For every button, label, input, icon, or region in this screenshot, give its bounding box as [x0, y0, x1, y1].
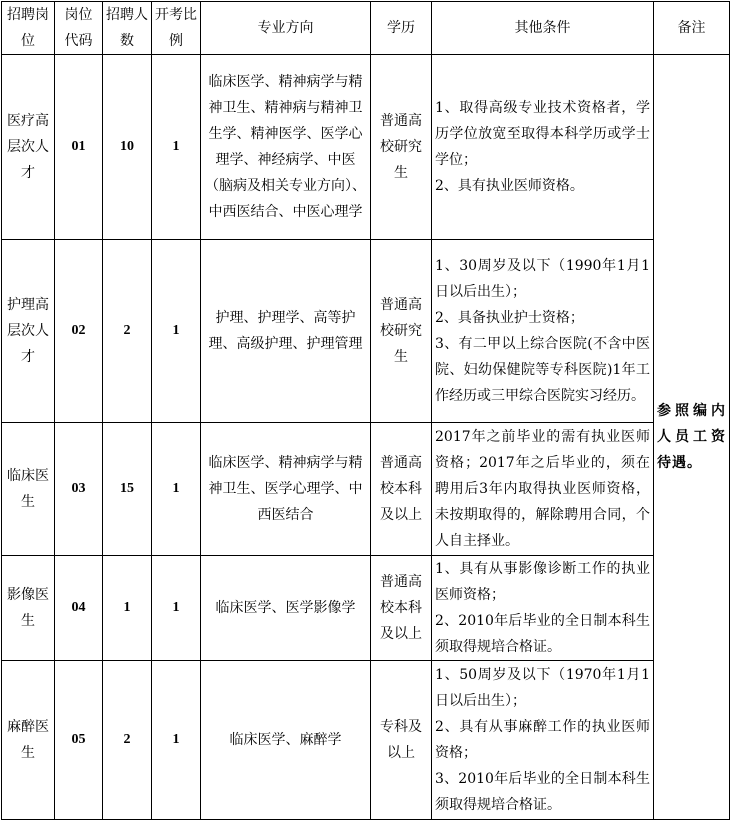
education: 普通高校本科及以上 — [371, 423, 432, 556]
post-code: 02 — [55, 240, 103, 423]
exam-ratio: 1 — [152, 423, 201, 556]
post-name: 护理高层次人才 — [2, 240, 55, 423]
conditions-cell — [432, 556, 654, 661]
condition-item: 2、具备执业护士资格； — [435, 310, 584, 326]
table-row — [2, 240, 730, 423]
conditions-cell — [432, 55, 654, 240]
exam-ratio: 1 — [152, 240, 201, 423]
hire-count: 1 — [103, 556, 152, 661]
major-field: 护理、护理学、高等护理、高级护理、护理管理 — [201, 240, 371, 423]
condition-item: 2、具有执业医师资格。 — [435, 178, 584, 194]
education: 普通高校研究生 — [371, 55, 432, 240]
header-code: 岗位代码 — [55, 2, 103, 55]
major-field: 临床医学、精神病学与精神卫生、精神病与精神卫生学、精神医学、医学心理学、神经病学、中医（脑病及相关专业方向）、中西医结合、中医心理学 — [201, 55, 371, 240]
education: 专科及以上 — [371, 661, 432, 820]
header-post: 招聘岗位 — [2, 2, 55, 55]
post-code: 03 — [55, 423, 103, 556]
condition-item: 1、30周岁及以下（1990年1月1日以后出生）； — [435, 258, 650, 300]
hire-count: 10 — [103, 55, 152, 240]
header-conditions: 其他条件 — [432, 2, 654, 55]
condition-item: 1、取得高级专业技术资格者，学历学位放宽至取得本科学历或学士学位； — [435, 100, 650, 168]
table-row — [2, 55, 730, 240]
hire-count: 2 — [103, 661, 152, 820]
hire-count: 15 — [103, 423, 152, 556]
post-name: 影像医生 — [2, 556, 55, 661]
table-row — [2, 661, 730, 820]
education: 普通高校本科及以上 — [371, 556, 432, 661]
post-code: 04 — [55, 556, 103, 661]
conditions-cell — [432, 240, 654, 423]
condition-item: 2、具有从事麻醉工作的执业医师资格； — [435, 719, 650, 761]
condition-item: 2017年之前毕业的需有执业医师资格；2017年之后毕业的，须在聘用后3年内取得执业医师资格，未按期取得的，解除聘用合同，个人自主择业。 — [435, 429, 650, 549]
condition-item: 3、有二甲以上综合医院(不含中医院、妇幼保健院等专科医院)1年工作经历或三甲综合医院实习经历。 — [435, 336, 650, 404]
exam-ratio: 1 — [152, 556, 201, 661]
exam-ratio: 1 — [152, 661, 201, 820]
hire-count: 2 — [103, 240, 152, 423]
conditions-cell — [432, 423, 654, 556]
post-code: 01 — [55, 55, 103, 240]
recruitment-table — [1, 1, 730, 820]
condition-item: 3、2010年后毕业的全日制本科生须取得规培合格证。 — [435, 771, 650, 813]
condition-item: 2、2010年后毕业的全日制本科生须取得规培合格证。 — [435, 613, 650, 655]
education: 普通高校研究生 — [371, 240, 432, 423]
header-remark: 备注 — [654, 2, 730, 55]
post-name: 医疗高层次人才 — [2, 55, 55, 240]
condition-item: 1、50周岁及以下（1970年1月1日以后出生）； — [435, 667, 650, 709]
header-row — [2, 2, 730, 55]
post-name: 临床医生 — [2, 423, 55, 556]
major-field: 临床医学、医学影像学 — [201, 556, 371, 661]
major-field: 临床医学、精神病学与精神卫生、医学心理学、中西医结合 — [201, 423, 371, 556]
major-field: 临床医学、麻醉学 — [201, 661, 371, 820]
header-ratio: 开考比例 — [152, 2, 201, 55]
header-major: 专业方向 — [201, 2, 371, 55]
header-count: 招聘人数 — [103, 2, 152, 55]
table-row — [2, 423, 730, 556]
conditions-cell — [432, 661, 654, 820]
header-education: 学历 — [371, 2, 432, 55]
table-row — [2, 556, 730, 661]
post-code: 05 — [55, 661, 103, 820]
condition-item: 1、具有从事影像诊断工作的执业医师资格； — [435, 561, 650, 603]
post-name: 麻醉医生 — [2, 661, 55, 820]
exam-ratio: 1 — [152, 55, 201, 240]
remark-cell: 参照编内人员工资待遇。 — [654, 55, 730, 820]
